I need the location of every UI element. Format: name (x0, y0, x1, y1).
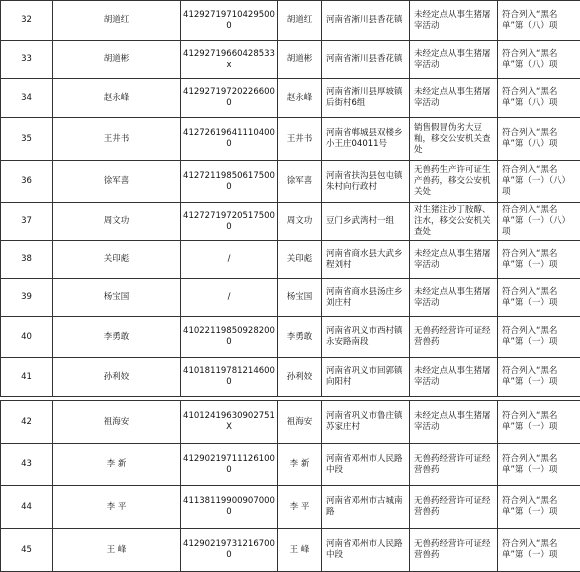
cell-row-number: 43 (1, 444, 53, 486)
cell-id-number: / (181, 279, 278, 317)
cell-id-number: 412927197202266000 (181, 79, 278, 118)
cell-party-name: 祖海安 (53, 401, 181, 444)
cell-party-name: 胡道红 (53, 1, 181, 41)
cell-address: 河南省淅川县厚坡镇后街村6组 (322, 79, 410, 118)
cell-row-number: 45 (1, 529, 53, 572)
cell-blacklist-result: 符合列入“黑名单”第（八）项 (498, 41, 580, 79)
cell-blacklist-result: 符合列入“黑名单”第（一）（八）项 (498, 203, 580, 241)
cell-id-number: 41012419630902751X (181, 401, 278, 444)
cell-address: 河南省淅川县香花镇 (322, 1, 410, 41)
table-row (1, 241, 580, 279)
cell-row-number: 35 (1, 118, 53, 161)
cell-party-name: 李勇敢 (53, 317, 181, 358)
cell-row-number: 36 (1, 161, 53, 203)
cell-party-name: 孙利姣 (53, 358, 181, 397)
cell-blacklist-result: 符合列入“黑名单”第（一）项 (498, 279, 580, 317)
cell-party-name: 王 峰 (53, 529, 181, 572)
blacklist-table-upper-body (1, 1, 580, 397)
table-row (1, 279, 580, 317)
cell-legal-person: 胡道红 (278, 1, 322, 41)
cell-address: 河南省商水县大武乡程刘村 (322, 241, 410, 279)
cell-address: 河南省巩义市回郭镇向阳村 (322, 358, 410, 397)
cell-violation: 未经定点从事生猪屠宰活动 (410, 79, 498, 118)
cell-blacklist-result: 符合列入“黑名单”第（一）项 (498, 358, 580, 397)
cell-legal-person: 王 峰 (278, 529, 322, 572)
table-row (1, 401, 580, 444)
cell-party-name: 杨宝国 (53, 279, 181, 317)
cell-address: 河南省邓州市人民路中段 (322, 444, 410, 486)
cell-id-number: 411381199009070000 (181, 486, 278, 529)
cell-party-name: 徐军喜 (53, 161, 181, 203)
cell-party-name: 胡道彬 (53, 41, 181, 79)
cell-legal-person: 李 平 (278, 486, 322, 529)
cell-legal-person: 赵永峰 (278, 79, 322, 118)
cell-blacklist-result: 符合列入“黑名单”第（一）项 (498, 486, 580, 529)
cell-row-number: 39 (1, 279, 53, 317)
cell-violation: 销售假冒伪劣大豆籼，移交公安机关查处 (410, 118, 498, 161)
cell-row-number: 40 (1, 317, 53, 358)
cell-id-number: / (181, 241, 278, 279)
cell-violation: 无兽药经营许可证经营兽药 (410, 444, 498, 486)
cell-legal-person: 李 新 (278, 444, 322, 486)
cell-legal-person: 胡道彬 (278, 41, 322, 79)
cell-blacklist-result: 符合列入“黑名单”第（一）项 (498, 529, 580, 572)
cell-party-name: 关印彪 (53, 241, 181, 279)
cell-legal-person: 李勇敢 (278, 317, 322, 358)
table-row (1, 79, 580, 118)
cell-violation: 未经定点从事生猪屠宰活动 (410, 41, 498, 79)
table-row (1, 444, 580, 486)
blacklist-table-lower-body (1, 401, 580, 572)
cell-address: 河南省郸城县双楼乡小王庄04011号 (322, 118, 410, 161)
cell-id-number: 412721198506175000 (181, 161, 278, 203)
cell-address: 河南省巩义市鲁庄镇苏家庄村 (322, 401, 410, 444)
table-row (1, 358, 580, 397)
cell-violation: 无兽药经营许可证经营兽药 (410, 317, 498, 358)
cell-blacklist-result: 符合列入“黑名单”第（八）项 (498, 1, 580, 41)
cell-legal-person: 周文功 (278, 203, 322, 241)
cell-party-name: 周文功 (53, 203, 181, 241)
table-row (1, 529, 580, 572)
cell-blacklist-result: 符合列入“黑名单”第（八）项 (498, 118, 580, 161)
cell-legal-person: 王井书 (278, 118, 322, 161)
cell-violation: 无兽药经营许可证经营兽药 (410, 529, 498, 572)
cell-row-number: 37 (1, 203, 53, 241)
table-row (1, 203, 580, 241)
cell-row-number: 38 (1, 241, 53, 279)
cell-row-number: 34 (1, 79, 53, 118)
table-row (1, 486, 580, 529)
cell-id-number: 41292719660428533x (181, 41, 278, 79)
cell-blacklist-result: 符合列入“黑名单”第（一）项 (498, 241, 580, 279)
cell-id-number: 412726196411104000 (181, 118, 278, 161)
cell-party-name: 赵永峰 (53, 79, 181, 118)
cell-violation: 未经定点从事生猪屠宰活动 (410, 241, 498, 279)
cell-blacklist-result: 符合列入“黑名单”第（一）项 (498, 317, 580, 358)
cell-party-name: 李 新 (53, 444, 181, 486)
cell-id-number: 410181197812146000 (181, 358, 278, 397)
cell-blacklist-result: 符合列入“黑名单”第（一）项 (498, 444, 580, 486)
cell-violation: 无兽药经营许可证经营兽药 (410, 486, 498, 529)
cell-party-name: 李 平 (53, 486, 181, 529)
cell-address: 河南省巩义市西村镇永安路南段 (322, 317, 410, 358)
cell-row-number: 44 (1, 486, 53, 529)
table-row (1, 118, 580, 161)
cell-violation: 对生猪注沙丁胺醇、注水，移交公安机关查处 (410, 203, 498, 241)
cell-id-number: 412727197205175000 (181, 203, 278, 241)
cell-row-number: 32 (1, 1, 53, 41)
table-row (1, 317, 580, 358)
cell-blacklist-result: 符合列入“黑名单”第（一）（八）项 (498, 161, 580, 203)
cell-legal-person: 孙利姣 (278, 358, 322, 397)
cell-id-number: 412902197312167000 (181, 529, 278, 572)
cell-address: 河南省商水县汤庄乡刘庄村 (322, 279, 410, 317)
cell-row-number: 42 (1, 401, 53, 444)
cell-id-number: 410221198509282000 (181, 317, 278, 358)
table-row (1, 161, 580, 203)
cell-blacklist-result: 符合列入“黑名单”第（一）项 (498, 401, 580, 444)
cell-row-number: 33 (1, 41, 53, 79)
cell-id-number: 412927197104295000 (181, 1, 278, 41)
cell-party-name: 王井书 (53, 118, 181, 161)
cell-row-number: 41 (1, 358, 53, 397)
cell-address: 豆门乡武湾村一组 (322, 203, 410, 241)
cell-violation: 未经定点从事生猪屠宰活动 (410, 279, 498, 317)
cell-legal-person: 杨宝国 (278, 279, 322, 317)
cell-legal-person: 祖海安 (278, 401, 322, 444)
cell-legal-person: 徐军喜 (278, 161, 322, 203)
cell-violation: 无兽药生产许可证生产兽药，移交公安机关处 (410, 161, 498, 203)
cell-address: 河南省邓州市人民路中段 (322, 529, 410, 572)
cell-id-number: 412902197111261000 (181, 444, 278, 486)
cell-violation: 未经定点从事生猪屠宰活动 (410, 401, 498, 444)
cell-legal-person: 关印彪 (278, 241, 322, 279)
blacklist-table-lower (0, 400, 580, 572)
cell-address: 河南省扶沟县包屯镇朱村向行政村 (322, 161, 410, 203)
cell-blacklist-result: 符合列入“黑名单”第（八）项 (498, 79, 580, 118)
table-row (1, 1, 580, 41)
cell-address: 河南省淅川县香花镇 (322, 41, 410, 79)
cell-address: 河南省邓州市古城南路 (322, 486, 410, 529)
cell-violation: 未经定点从事生猪屠宰活动 (410, 1, 498, 41)
cell-violation: 未经定点从事生猪屠宰活动 (410, 358, 498, 397)
table-row (1, 41, 580, 79)
